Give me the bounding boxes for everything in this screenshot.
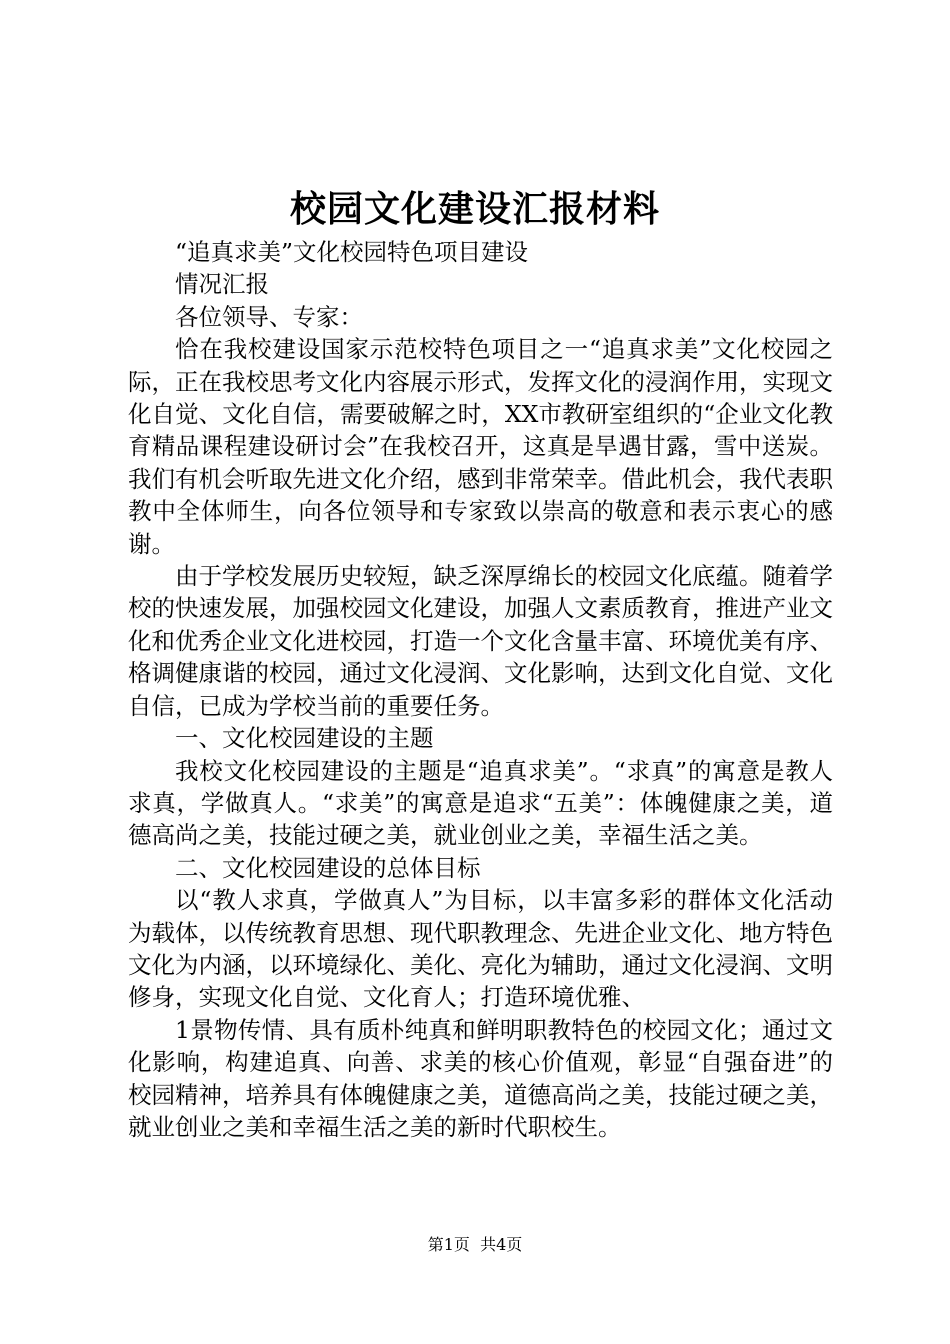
document-body (128, 236, 833, 1143)
paragraph-goal: 以“教人求真，学做真人”为目标，以丰富多彩的群体文化活动为载体，以传统教育思想、现代职教理念、先进企业文化、地方特色文化为内涵，以环境绿化、美化、亮化为辅助，通过文化浸润、文明修身，实现文化自觉、文化育人；打造环境优雅、 (128, 886, 833, 1012)
paragraph-opening: 恰在我校建设国家示范校特色项目之一“追真求美”文化校园之际，正在我校思考文化内容展示形式，发挥文化的浸润作用，实现文化自觉、文化自信，需要破解之时，XX市教研室组织的“企业文化教育精品课程建设研讨会”在我校召开，这真是旱遇甘露，雪中送炭。我们有机会听取先进文化介绍，感到非常荣幸。借此机会，我代表职教中全体师生，向各位领导和专家致以崇高的敬意和表示衷心的感谢。 (128, 335, 833, 558)
page-number: 第1页 共4页 (427, 1235, 523, 1254)
paragraph-goal-continued: 1景物传情、具有质朴纯真和鲜明职教特色的校园文化；通过文化影响，构建追真、向善、求美的核心价值观，彰显“自强奋进”的校园精神，培养具有体魄健康之美，道德高尚之美，技能过硬之美，就业创业之美和幸福生活之美的新时代职校生。 (128, 1015, 833, 1141)
document-title: 校园文化建设汇报材料 (289, 188, 660, 230)
heading-theme: 一、文化校园建设的主题 (175, 724, 434, 753)
paragraph-project-name: “追真求美”文化校园特色项目建设 (175, 238, 529, 266)
heading-goal: 二、文化校园建设的总体目标 (175, 853, 481, 882)
page-footer (0, 1234, 950, 1256)
paragraph-theme: 我校文化校园建设的主题是“追真求美”。“求真”的寓意是教人求真，学做真人。“求美”的寓意是追求“五美”：体魄健康之美，道德高尚之美，技能过硬之美，就业创业之美，幸福生活之美。 (128, 756, 833, 850)
paragraph-background: 由于学校发展历史较短，缺乏深厚绵长的校园文化底蕴。随着学校的快速发展，加强校园文化建设，加强人文素质教育，推进产业文化和优秀企业文化进校园，打造一个文化含量丰富、环境优美有序、格调健康谐的校园，通过文化浸润、文化影响，达到文化自觉、文化自信，已成为学校当前的重要任务。 (128, 562, 833, 720)
paragraph-report-label: 情况汇报 (175, 270, 269, 299)
paragraph-salutation: 各位领导、专家： (175, 302, 363, 331)
